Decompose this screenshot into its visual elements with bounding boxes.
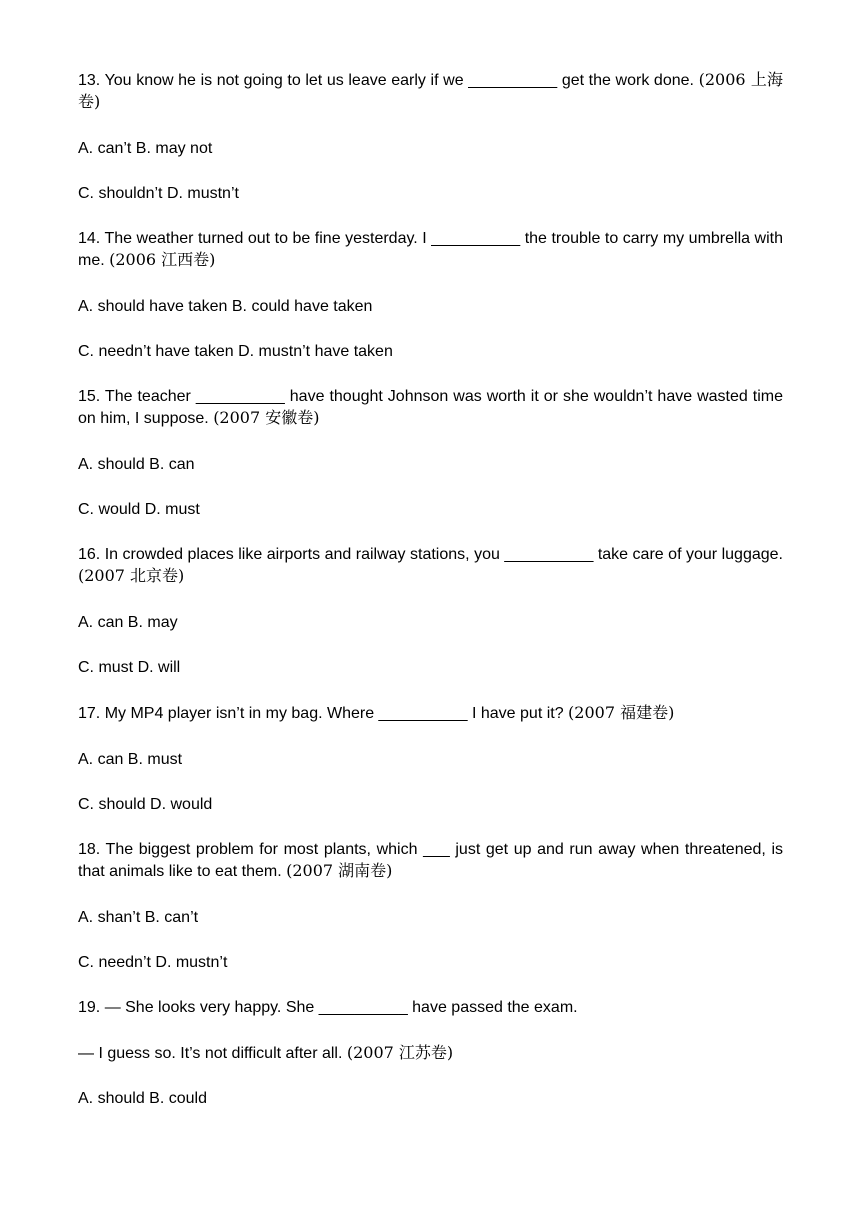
question-14-options-ab: A. should have taken B. could have taken xyxy=(78,298,373,315)
question-13-options-ab: A. can’t B. may not xyxy=(78,140,213,157)
question-15-options-cd: C. would D. must xyxy=(78,501,200,518)
question-17-options-ab: A. can B. must xyxy=(78,751,183,768)
question-16-options-cd: C. must D. will xyxy=(78,659,181,676)
question-18-options-cd: C. needn’t D. mustn’t xyxy=(78,954,228,971)
question-18-options-ab: A. shan’t B. can’t xyxy=(78,909,199,926)
question-15-stem: 15. The teacher __________ have thought Johnson was worth it or she wouldn’t have wasted time on him, I suppose. (2007 安徽卷) xyxy=(78,388,783,427)
question-18-stem: 18. The biggest problem for most plants, which ___ just get up and run away when threatened, is that animals like to eat them. (2007 湖南卷) xyxy=(78,841,783,880)
question-13-source: (2006 上海卷) xyxy=(78,70,783,111)
question-15-options-ab: A. should B. can xyxy=(78,456,195,473)
question-13-stem: 13. You know he is not going to let us leave early if we __________ get the work done. (2006 上海卷) xyxy=(78,70,783,111)
question-19-options-ab: A. should B. could xyxy=(78,1090,207,1107)
question-19-source: (2007 江苏卷) xyxy=(346,1043,454,1062)
question-16-source: (2007 北京卷) xyxy=(78,566,185,585)
question-19-line-2: — I guess so. It’s not difficult after all. (2007 江苏卷) xyxy=(78,1043,454,1062)
question-14-options-cd: C. needn’t have taken D. mustn’t have taken xyxy=(78,343,393,360)
question-17-stem: 17. My MP4 player isn’t in my bag. Where __________ I have put it? (2007 福建卷) xyxy=(78,703,675,722)
question-18-source: (2007 湖南卷) xyxy=(286,861,393,880)
question-17-source: (2007 福建卷) xyxy=(568,703,675,722)
question-15-source: (2007 安徽卷) xyxy=(213,408,320,427)
question-14-source: (2006 江西卷) xyxy=(109,250,216,269)
question-14-stem: 14. The weather turned out to be fine yesterday. I __________ the trouble to carry my umbrella with me. (2006 江西卷) xyxy=(78,230,783,269)
question-19-line-1: 19. — She looks very happy. She __________ have passed the exam. xyxy=(78,999,578,1016)
document-page xyxy=(78,69,783,1133)
question-16-stem: 16. In crowded places like airports and railway stations, you __________ take care of your luggage. (2007 北京卷) xyxy=(78,546,783,585)
question-16-options-ab: A. can B. may xyxy=(78,614,178,631)
question-17-options-cd: C. should D. would xyxy=(78,796,213,813)
question-13-options-cd: C. shouldn’t D. mustn’t xyxy=(78,185,239,202)
